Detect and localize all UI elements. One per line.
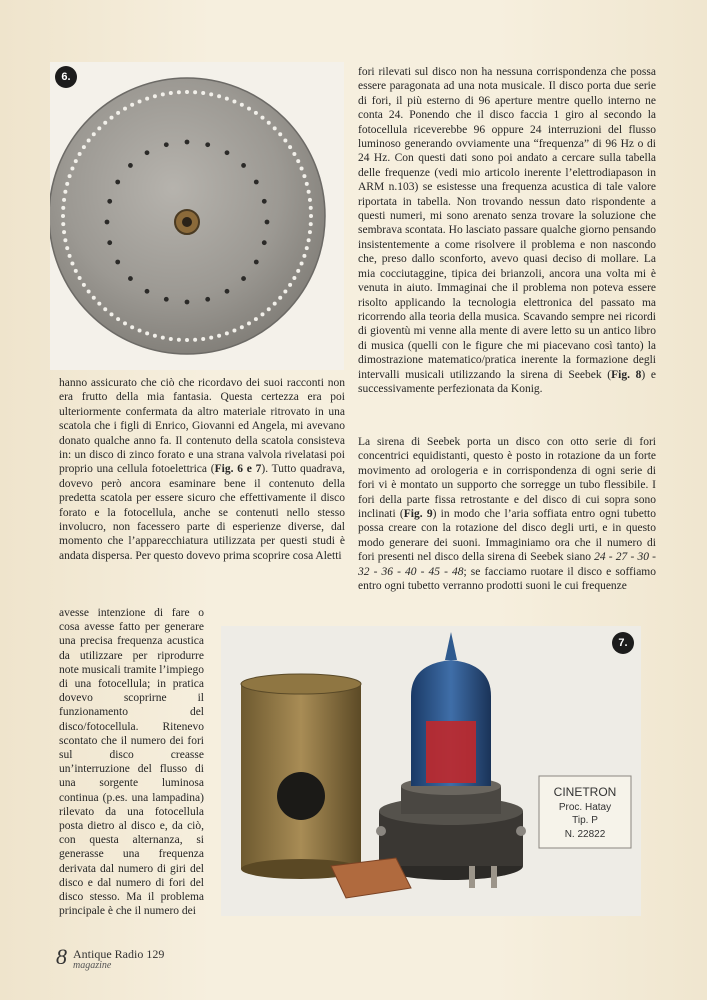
disc-hole-outer — [87, 289, 91, 293]
disc-hole-outer — [193, 90, 197, 94]
text-run: La sirena di Seebek porta un disco con otto serie di fori concentrici equidistanti, questo è posto in rotazione da un forte movimento ad orologeria e in corrispondenza di ogni serie di fori vi è montato un supporto che sorregge un tubo flessibile. I fori della parte fissa retrostante e del disco di cui sopra sono inclinati ( — [358, 436, 656, 521]
disc-hole-outer — [225, 97, 229, 101]
disc-hole-outer — [62, 230, 66, 234]
disc-hole-outer — [61, 222, 65, 226]
disc-hole-outer — [74, 159, 78, 163]
disc-hole-inner — [265, 220, 270, 225]
disc-hole-outer — [267, 121, 271, 125]
article-column-narrow — [59, 606, 204, 918]
disc-hole-outer — [309, 206, 313, 210]
disc-hole-inner — [107, 199, 112, 204]
disc-hole-inner — [254, 260, 259, 265]
disc-hole-outer — [300, 261, 304, 265]
disc-hole-outer — [103, 307, 107, 311]
disc-hole-outer — [309, 214, 313, 218]
fig7-label-line-3: Tip. P — [572, 815, 598, 826]
paragraph — [59, 376, 345, 563]
disc-hole-outer — [308, 198, 312, 202]
disc-hole-inner — [128, 163, 133, 168]
disc-hole-outer — [288, 145, 292, 149]
disc-hole-outer — [296, 269, 300, 273]
disc-hole-outer — [247, 321, 251, 325]
text-run: ; se facciamo ruotare il disco e soffiamo entro ogni tubetto verranno prodotti suoni le cui frequenze — [358, 565, 656, 593]
disc-hole-outer — [309, 222, 313, 226]
article-column-left — [59, 376, 345, 563]
disc-hole-inner — [115, 180, 120, 185]
disc-hole-inner — [262, 199, 267, 204]
hole-counts: 24 - 27 - 30 - 32 - 36 - 40 - 45 - 48 — [358, 551, 656, 578]
disc-hole-outer — [307, 238, 311, 242]
text-run: hanno assicurato che ciò che ricordavo dei suoi racconti non era frutto della mia fantasia. Questa certezza era poi ulteriormente confermata da altro materiale ritrovato in una scatola che i figli di Enrico, Giovanni ed Angela, mi avevano donato qualche anno fa. Il contenuto della scatola consisteva in: un disco di zinco forato e una strana valvola rivelatasi poi proprio una cellula fotoelettrica ( — [59, 377, 345, 476]
disc-hole-outer — [138, 99, 142, 103]
disc-hole-outer — [103, 121, 107, 125]
disc-hole-inner — [241, 163, 246, 168]
disc-hole-outer — [278, 296, 282, 300]
disc-hole-outer — [305, 182, 309, 186]
disc-hole-outer — [78, 276, 82, 280]
disc-hole-outer — [240, 103, 244, 107]
disc-hole-inner — [145, 289, 150, 294]
disc-hole-outer — [217, 334, 221, 338]
disc-hole-inner — [164, 142, 169, 147]
disc-hole-outer — [62, 198, 66, 202]
fig7-label-line-1: CINETRON — [553, 785, 617, 799]
disc-hole-outer — [68, 254, 72, 258]
disc-hole-inner — [254, 180, 259, 185]
disc-hole-outer — [308, 230, 312, 234]
disc-hole-outer — [97, 126, 101, 130]
disc-hole-outer — [123, 107, 127, 111]
disc-hole-outer — [61, 214, 65, 218]
disc-hole-outer — [169, 91, 173, 95]
disc-hole-outer — [292, 152, 296, 156]
disc-hole-outer — [225, 331, 229, 335]
disc-hole-outer — [209, 92, 213, 96]
disc-hole-outer — [288, 283, 292, 287]
disc-hole-outer — [177, 90, 181, 94]
disc-hole-outer — [273, 302, 277, 306]
figure-6-photo — [50, 62, 344, 370]
disc-hole-inner — [105, 220, 110, 225]
figure-6-badge: 6. — [55, 66, 77, 88]
disc-hole-outer — [307, 190, 311, 194]
disc-hole-outer — [260, 312, 264, 316]
disc-hole-inner — [164, 297, 169, 302]
disc-hole-outer — [70, 167, 74, 171]
disc-hole-outer — [283, 289, 287, 293]
disc-hole-outer — [161, 336, 165, 340]
disc-hole-inner — [225, 289, 230, 294]
disc-hole-outer — [240, 325, 244, 329]
disc-hole-outer — [296, 159, 300, 163]
disc-hole-outer — [145, 97, 149, 101]
disc-hole-outer — [97, 302, 101, 306]
figure-7-photo — [221, 626, 641, 916]
perforated-disc-image — [50, 62, 344, 370]
disc-hole-outer — [68, 174, 72, 178]
disc-hole-outer — [153, 334, 157, 338]
disc-hole-outer — [185, 338, 189, 342]
disc-hole-outer — [63, 238, 67, 242]
disc-hole-inner — [241, 276, 246, 281]
disc-hole-outer — [273, 126, 277, 130]
disc-hole-outer — [116, 317, 120, 321]
disc-hole-inner — [205, 142, 210, 147]
disc-hole-outer — [82, 283, 86, 287]
disc-hole-outer — [292, 276, 296, 280]
text-run: ) in modo che l’aria soffiata entro ogni tubetto possa creare con la rotazione del disco degli urti, e in questo modo generare dei suoni. Immaginiamo ora che il numero di fori presenti nel disco della sirena di Seebek siano — [358, 508, 656, 564]
disc-hole-outer — [169, 337, 173, 341]
disc-hole-outer — [232, 99, 236, 103]
figure-ref-8: Fig. 8 — [611, 368, 642, 381]
disc-hole-outer — [130, 325, 134, 329]
disc-hole-outer — [74, 269, 78, 273]
disc-hole-outer — [70, 261, 74, 265]
disc-hole-outer — [302, 174, 306, 178]
disc-hole-outer — [193, 338, 197, 342]
text-run: fori rilevati sul disco non ha nessuna corrispondenza che possa essere paragonata ad una nota musicale. Il disco porta due serie di fori, il più esterno di 96 aperture mentre quello interno ne conta 24. Ponendo che il disco faccia 1 giro al secondo la fotocellula riceverebbe 96 oppure 24 interruzioni del flusso luminoso generando ovviamente una “frequenza” di 96 Hz o di 24 Hz. Con questi dati sono poi andato a cercare sulla tabella delle frequenze (vedi mio articolo inerente l’elettrodiapason in ARM n.103) se esistesse una frequenza acustica di tale valore riportata in tabella. Non trovando nessun dato rispondente a questi numeri, mi sono arenato senza trovare la soluzione che sembrava scontata. Ho lasciato passare qualche giorno pensando insistentemente a come risolvere il problema e non nascondo che, preso dallo sconforto, avevo quasi deciso di mollare. La mia cocciutaggine, tipica dei brianzoli, ancora una volta mi è venuta in aiuto. Immaginai che il problema non poteva essere risolto applicando la tecnologia elettronica del passato ma ricorrendo alla teoria della musica. Scavando sempre nei ricordi di gioventù mi venne alla mente di avere letto su un antico libro di musica (quelli con le figure che mi piacevano così tanto) la dimostrazione matematico/pratica inerente la formazione degli intervalli musicali utilizzando la sirena di Seebek ( — [358, 66, 656, 381]
disc-hole-outer — [82, 145, 86, 149]
disc-hole-outer — [278, 132, 282, 136]
disc-hole-outer — [65, 182, 69, 186]
magazine-subtitle: magazine — [73, 960, 112, 971]
disc-hole-outer — [61, 206, 65, 210]
article-column-right-top — [358, 65, 656, 396]
magazine-title: Antique Radio 129 — [73, 947, 165, 961]
disc-hole-inner — [185, 300, 190, 305]
disc-hole-outer — [217, 94, 221, 98]
disc-hole-outer — [145, 331, 149, 335]
disc-hole-outer — [177, 338, 181, 342]
disc-hole-outer — [185, 90, 189, 94]
disc-hole-outer — [138, 329, 142, 333]
disc-hole-outer — [254, 111, 258, 115]
disc-hole-outer — [232, 329, 236, 333]
disc-hole-inner — [205, 297, 210, 302]
text-run: ) e successivamente perfezionata da Konig. — [358, 368, 656, 395]
figure-7-badge: 7. — [612, 632, 634, 654]
disc-hole-outer — [92, 132, 96, 136]
disc-hole-outer — [302, 254, 306, 258]
disc-hole-inner — [128, 276, 133, 281]
paragraph — [358, 435, 656, 593]
disc-hole-outer — [260, 116, 264, 120]
disc-hole-outer — [110, 116, 114, 120]
disc-hole-inner — [185, 140, 190, 145]
disc-hole-outer — [63, 190, 67, 194]
figure-ref-6-7: Fig. 6 e 7 — [214, 463, 262, 476]
disc-hole-outer — [209, 336, 213, 340]
text-run: ). Tutto quadrava, dovevo però ancora esaminare bene il contenuto della predetta scatola per essere sicuro che effettivamente il disco forato e la fotocellula, anche se contenuti nello stesso involucro, non facessero parte di esperienze diverse, dal momento che l’apparecchiatura utilizzata per questi studi è andata dispersa. Per questo dovevo prima scoprire cosa Aletti — [59, 463, 345, 562]
disc-hole-outer — [87, 139, 91, 143]
disc-hole-inner — [145, 150, 150, 155]
disc-hole-outer — [300, 167, 304, 171]
fig7-label-line-4: N. 22822 — [564, 829, 606, 840]
paragraph — [358, 65, 656, 396]
disc-hole-outer — [78, 152, 82, 156]
disc-hole-inner — [107, 240, 112, 245]
disc-hole-outer — [92, 296, 96, 300]
disc-hole-outer — [283, 139, 287, 143]
disc-hole-outer — [254, 317, 258, 321]
disc-hole-outer — [110, 312, 114, 316]
disc-hole-outer — [305, 246, 309, 250]
disc-hole-outer — [65, 246, 69, 250]
page-number: 8 — [56, 944, 67, 969]
disc-hole-outer — [123, 321, 127, 325]
disc-hole-outer — [201, 91, 205, 95]
disc-hole-outer — [201, 337, 205, 341]
disc-hole-inner — [115, 260, 120, 265]
disc-hole-outer — [153, 94, 157, 98]
disc-hole-outer — [130, 103, 134, 107]
disc-hole-outer — [247, 107, 251, 111]
fig7-label-line-2: Proc. Hatay — [558, 802, 612, 813]
disc-hole-outer — [116, 111, 120, 115]
disc-hole-inner — [225, 150, 230, 155]
photocell-apparatus-image — [221, 626, 641, 916]
article-column-right-bottom — [358, 435, 656, 593]
figure-ref-9: Fig. 9 — [403, 508, 433, 521]
disc-hole-outer — [267, 307, 271, 311]
disc-hole-outer — [161, 92, 165, 96]
paragraph: avesse intenzione di fare o cosa avesse fatto per generare una precisa frequenza acustica da utilizzare per riprodurre note musicali tramite l’impiego di una fotocellula; in pratica dovevo scoprirne il funzionamento del disco/fotocellula. Ritenevo scontato che il numero dei fori sul disco creasse un’interruzione del flusso di una sorgente luminosa continua (p.es. una lampadina) rilevato da una fotocellula posta dietro al disco e, da ciò, con questa alternanza, si generasse una frequenza derivata dal numero di giri del disco e dal numero di fori del disco stesso. Ma il problema principale è che il numero dei — [59, 607, 204, 918]
disc-hole-inner — [262, 240, 267, 245]
